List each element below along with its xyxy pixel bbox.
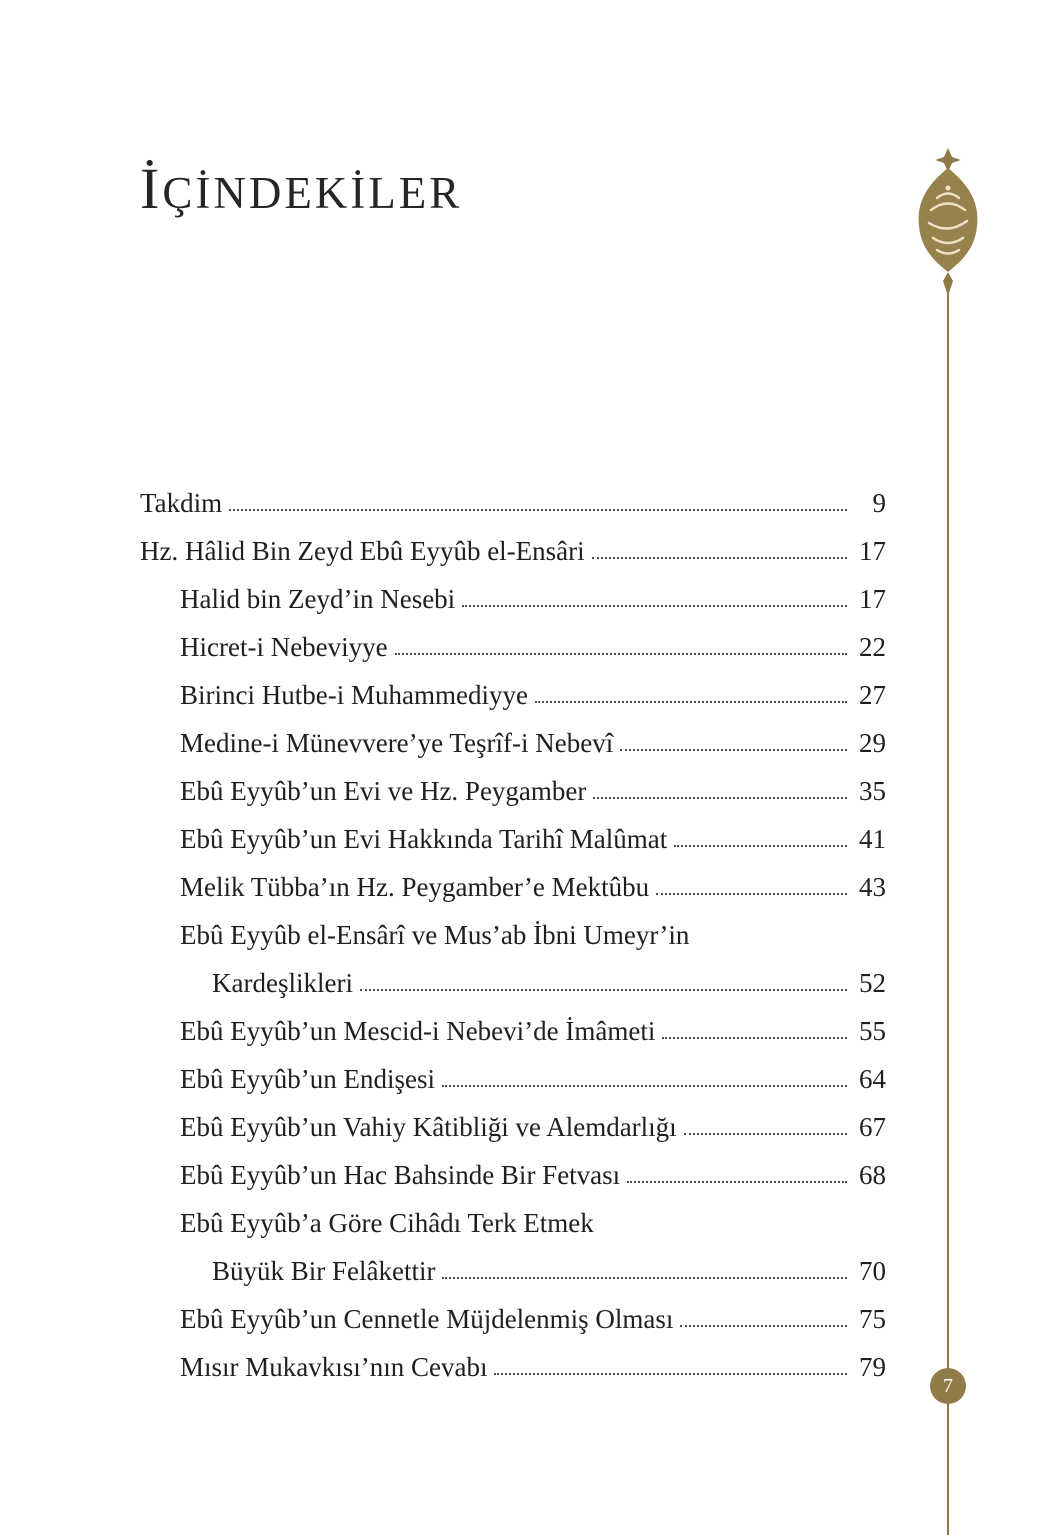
toc-entry-page: 64	[859, 1064, 886, 1094]
dot-leader	[662, 1037, 847, 1039]
toc-entry-page: 41	[859, 824, 886, 854]
calligraphy-medallion-ornament	[903, 148, 993, 303]
toc-entry-label: Büyük Bir Felâkettir	[212, 1256, 436, 1286]
dot-leader	[442, 1277, 847, 1279]
toc-entry-row	[140, 1016, 886, 1046]
toc-entry-label: Halid bin Zeyd’in Nesebi	[180, 584, 456, 614]
page-title: İÇİNDEKİLER	[140, 156, 463, 221]
toc-entry-page: 35	[859, 776, 886, 806]
dot-leader	[462, 605, 847, 607]
toc-entry-label: Medine-i Münevvere’ye Teşrîf-i Nebevî	[180, 728, 614, 758]
toc-entry-label: Birinci Hutbe-i Muhammediyye	[180, 680, 528, 710]
dot-leader	[674, 845, 847, 847]
dot-leader	[627, 1181, 847, 1183]
toc-entry-label: Ebû Eyyûb’un Vahiy Kâtibliği ve Alemdarlığı	[180, 1112, 677, 1142]
toc-entry-page: 43	[859, 872, 886, 902]
dot-leader	[620, 749, 847, 751]
toc-entry-label: Ebû Eyyûb’un Cennetle Müjdelenmiş Olması	[180, 1304, 674, 1334]
dot-leader	[680, 1325, 847, 1327]
toc-entry-page: 17	[859, 584, 886, 614]
toc-entry-page: 27	[859, 680, 886, 710]
toc-entry-page: 22	[859, 632, 886, 662]
toc-entry-page: 79	[859, 1352, 886, 1382]
toc-entry-row	[140, 824, 886, 854]
dot-leader	[229, 509, 847, 511]
dot-leader	[684, 1133, 847, 1135]
toc-entry-page: 75	[859, 1304, 886, 1334]
ornament-icon	[903, 148, 993, 298]
toc-entry-label: Takdim	[140, 488, 223, 518]
toc-entry-label: Ebû Eyyûb’un Endişesi	[180, 1064, 435, 1094]
toc-entry-row	[140, 872, 886, 902]
toc-entry-page: 68	[859, 1160, 886, 1190]
toc-entry-label: Ebû Eyyûb’un Hac Bahsinde Bir Fetvası	[180, 1160, 621, 1190]
dot-leader	[360, 989, 847, 991]
toc-entry-label: Ebû Eyyûb’un Evi ve Hz. Peygamber	[180, 776, 587, 806]
toc-entry-row	[140, 632, 886, 662]
dot-leader	[395, 653, 847, 655]
toc-entry-page: 70	[859, 1256, 886, 1286]
toc-entry-label: Ebû Eyyûb’un Evi Hakkında Tarihî Malûmat	[180, 824, 668, 854]
vertical-rule	[947, 292, 949, 1535]
toc-entry-page: 17	[859, 536, 886, 566]
toc-entry-label: Ebû Eyyûb’a Göre Cihâdı Terk Etmek	[180, 1208, 594, 1238]
page-number-badge	[930, 1368, 966, 1404]
toc-entry-row	[140, 488, 886, 518]
dot-leader	[593, 797, 847, 799]
dot-leader	[442, 1085, 847, 1087]
toc-entry-row	[140, 728, 886, 758]
toc-list	[140, 488, 886, 1400]
toc-entry-row	[140, 776, 886, 806]
toc-entry-row	[140, 1112, 886, 1142]
dot-leader	[535, 701, 847, 703]
toc-entry-label: Hicret-i Nebeviyye	[180, 632, 388, 662]
toc-entry-label: Melik Tübba’ın Hz. Peygamber’e Mektûbu	[180, 872, 650, 902]
toc-entry-label: Hz. Hâlid Bin Zeyd Ebû Eyyûb el-Ensâri	[140, 536, 585, 566]
toc-entry-row	[140, 920, 886, 950]
toc-entry-row	[140, 1064, 886, 1094]
dot-leader	[592, 557, 847, 559]
toc-entry-row	[140, 536, 886, 566]
toc-entry-row	[140, 680, 886, 710]
toc-entry-row	[140, 1160, 886, 1190]
toc-entry-row	[140, 968, 886, 998]
page-number: 7	[943, 1374, 953, 1397]
toc-entry-label: Kardeşlikleri	[212, 968, 353, 998]
toc-entry-row	[140, 1256, 886, 1286]
toc-entry-row	[140, 1352, 886, 1382]
toc-entry-page: 9	[872, 488, 886, 518]
toc-entry-page: 55	[859, 1016, 886, 1046]
toc-entry-label: Ebû Eyyûb’un Mescid-i Nebevi’de İmâmeti	[180, 1016, 656, 1046]
dot-leader	[494, 1373, 847, 1375]
dot-leader	[656, 893, 847, 895]
toc-entry-label: Mısır Mukavkısı’nın Cevabı	[180, 1352, 488, 1382]
toc-entry-page: 52	[859, 968, 886, 998]
toc-entry-row	[140, 1304, 886, 1334]
toc-entry-page: 67	[859, 1112, 886, 1142]
toc-entry-label: Ebû Eyyûb el-Ensârî ve Mus’ab İbni Umeyr’in	[180, 920, 690, 950]
toc-entry-row	[140, 584, 886, 614]
toc-entry-page: 29	[859, 728, 886, 758]
toc-entry-row	[140, 1208, 886, 1238]
